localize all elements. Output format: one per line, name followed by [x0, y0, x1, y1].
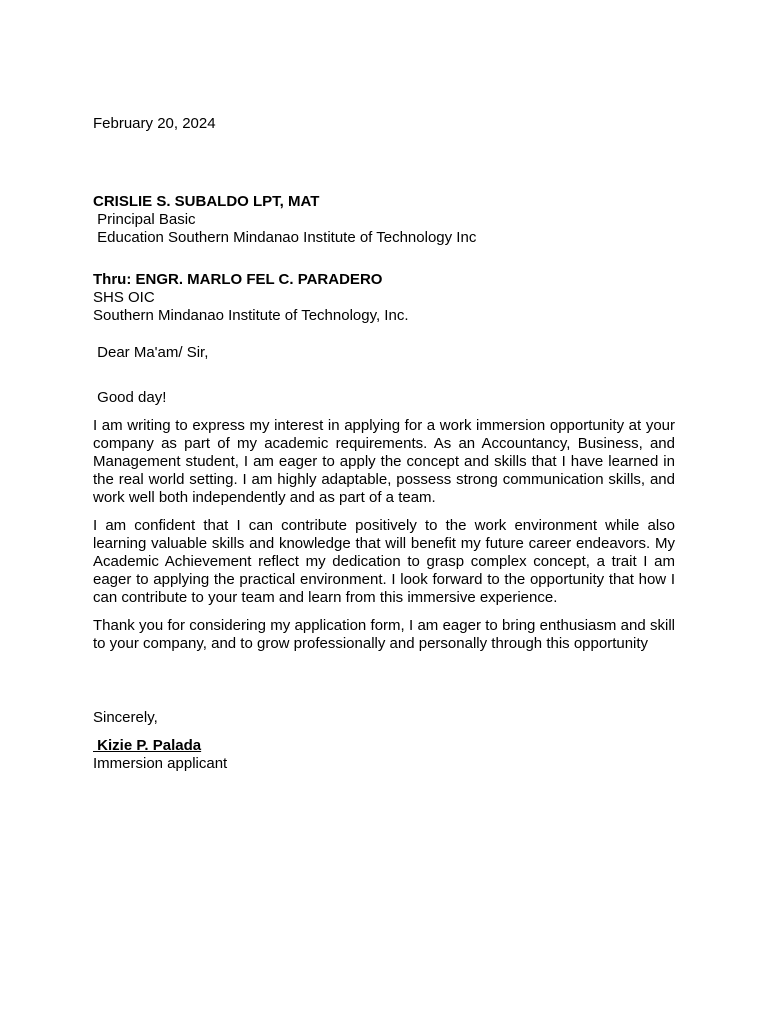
body-paragraph-2: I am confident that I can contribute positively to the work environment while also learning valuable skills and knowledge that will benefit my future career endeavors. My Academic Achievement reflect my dedication to grasp complex concept, a trait I am eager to applying the practical environment. I look forward to the opportunity that how I can contribute to your team and learn from this immersive experience. [93, 517, 675, 606]
salutation-block [93, 344, 675, 362]
signature-role: Immersion applicant [93, 755, 228, 772]
thru-block [93, 271, 675, 325]
body-paragraph-3: Thank you for considering my application form, I am eager to bring enthusiasm and skill to your company, and to grow professionally and personally through this opportunity [93, 617, 675, 652]
signature-block [93, 737, 675, 773]
recipient-organization: Education Southern Mindanao Institute of Technology Inc [93, 229, 477, 246]
thru-title: SHS OIC [93, 289, 155, 306]
greeting: Good day! [93, 389, 167, 406]
body-paragraph-1: I am writing to express my interest in applying for a work immersion opportunity at your company as part of my academic requirements. As an Accountancy, Business, and Management student, I am eager to apply the concept and skills that I have learned in the real world setting. I am highly adaptable, possess strong communication skills, and work well both independently and as part of a team. [93, 417, 675, 506]
recipient-name: CRISLIE S. SUBALDO LPT, MAT [93, 193, 320, 210]
salutation: Dear Ma'am/ Sir, [93, 344, 209, 361]
closing-block [93, 709, 675, 727]
letter-date: February 20, 2024 [93, 115, 216, 132]
recipient-block [93, 193, 675, 247]
recipient-title: Principal Basic [93, 211, 196, 228]
greeting-block [93, 389, 675, 407]
letter-date-block [93, 115, 675, 133]
signature-name: Kizie P. Palada [93, 737, 202, 754]
thru-name: Thru: ENGR. MARLO FEL C. PARADERO [93, 271, 383, 288]
closing: Sincerely, [93, 709, 158, 726]
thru-organization: Southern Mindanao Institute of Technology, Inc. [93, 307, 409, 324]
